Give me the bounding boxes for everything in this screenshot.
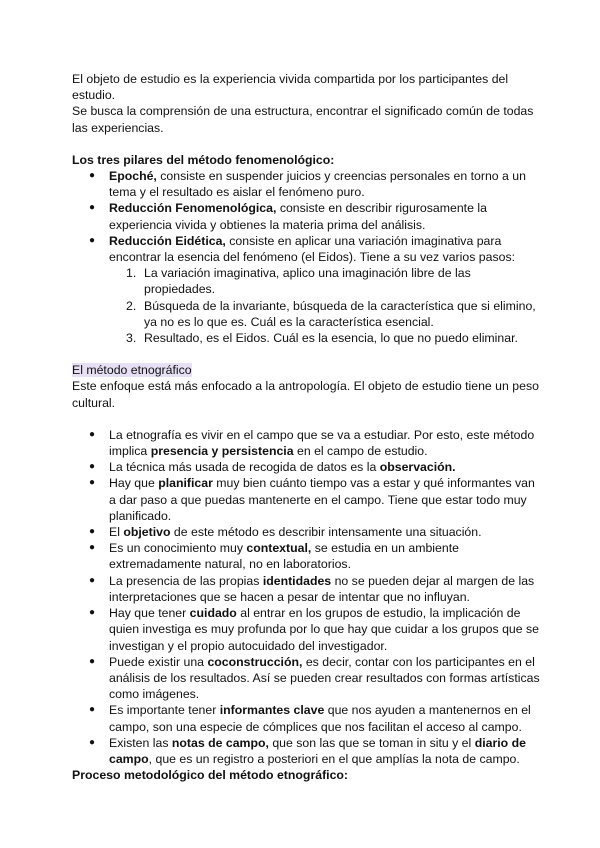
intro-paragraph-1: El objeto de estudio es la experiencia vivida compartida por los participantes del estudio. — [72, 72, 509, 103]
step-number: 2. — [126, 298, 137, 313]
pilares-list — [72, 168, 540, 346]
bullet-text: se estudia en un ambiente extremadamente natural, no en laboratorios. — [109, 541, 459, 572]
bullet-text: El — [109, 525, 124, 540]
etno-list — [72, 427, 540, 767]
pilar-term: Reducción Eidética, — [109, 233, 226, 248]
bullet-bold: informantes clave — [219, 703, 325, 718]
bullet-text: en el campo de estudio. — [293, 444, 428, 459]
list-item — [72, 459, 540, 475]
etno-title-highlight: El método etnográfico — [72, 363, 192, 378]
bullet-bold: diario de campo — [109, 735, 526, 766]
pilar-text: consiste en describir rigurosamente la experiencia vivida y obtienes la materia prima del análisis. — [109, 201, 487, 232]
bullet-text: al entrar en los grupos de estudio, la implicación de quien investiga es muy profunda por lo que hay que cuidar a los grupos que se investigan y el propio autocuidado del investigador. — [109, 606, 539, 653]
bullet-text: que son las que se toman in situ y el — [268, 735, 475, 750]
list-item — [72, 702, 540, 734]
bullet-bold: observación. — [379, 460, 456, 475]
pilar-term: Epoché, — [109, 169, 157, 184]
pilar-text: consiste en suspender juicios y creencias personales en torno a un tema y el resultado es aislar el fenómeno puro. — [109, 169, 526, 200]
list-item — [109, 298, 540, 330]
bullet-bold: contextual, — [246, 541, 312, 556]
step-text: Resultado, es el Eidos. Cuál es la esencia, lo que no puedo eliminar. — [144, 331, 518, 346]
bullet-text: Es importante tener — [109, 703, 220, 718]
list-item — [72, 427, 540, 459]
bullet-text: es decir, contar con los participantes en el análisis de los resultados. Así se pueden crear resultados con formas artísticas como imágenes. — [109, 654, 540, 702]
bullet-text: que nos ayuden a mantenernos en el campo, son una especie de cómplices que nos facilitan el acceso al campo. — [109, 703, 531, 734]
etno-title — [72, 362, 540, 378]
step-number: 3. — [126, 331, 137, 346]
etno-intro: Este enfoque está más enfocado a la antropología. El objeto de estudio tiene un peso cultural. — [72, 379, 539, 410]
bullet-bold: presencia y persistencia — [150, 444, 294, 459]
bullet-text: de este método es describir intensamente una situación. — [170, 525, 482, 540]
list-item — [72, 524, 540, 540]
list-item — [72, 475, 540, 524]
pilares-heading: Los tres pilares del método fenomenológico: — [72, 152, 335, 167]
bullet-bold: cuidado — [189, 606, 237, 621]
bullet-bold: notas de campo, — [171, 735, 269, 750]
bullet-text: muy bien cuánto tiempo vas a estar y qué informantes van a dar paso a que puedas mantenerte en el campo. Tiene que estar todo muy planificado. — [109, 476, 535, 523]
bullet-text: La técnica más usada de recogida de datos es la — [109, 460, 380, 475]
bullet-text: Hay que tener — [109, 606, 190, 621]
pilar-text: consiste en aplicar una variación imaginativa para encontrar la esencia del fenómeno (el Eidos). Tiene a su vez varios pasos: — [109, 233, 516, 265]
pilar-term: Reducción Fenomenológica, — [109, 201, 277, 216]
intro-paragraph-2: Se busca la comprensión de una estructura, encontrar el significado común de todas las experiencias. — [72, 104, 534, 135]
bullet-text: Es un conocimiento muy — [109, 541, 247, 556]
list-item — [72, 200, 540, 232]
step-text: La variación imaginativa, aplico una imaginación libre de las propiedades. — [144, 266, 471, 297]
list-item — [109, 265, 540, 297]
step-text: Búsqueda de la invariante, búsqueda de la característica que si elimino, ya no es lo que es. Cuál es la característica esencial. — [144, 298, 536, 329]
bullet-text: Existen las — [109, 735, 172, 750]
bullet-text: Hay que — [109, 476, 159, 491]
bullet-text: La presencia de las propias — [109, 573, 263, 588]
bullet-text: , que es un registro a posteriori en el que amplías la nota de campo. — [148, 751, 520, 766]
list-item — [72, 233, 540, 346]
proceso-heading: Proceso metodológico del método etnográfico: — [72, 768, 349, 783]
eidetica-steps — [109, 265, 540, 346]
bullet-text: no se pueden dejar al margen de las interpretaciones que se hacen a pesar de intentar que no influyan. — [109, 573, 535, 604]
bullet-text: Puede existir una — [109, 654, 208, 669]
bullet-bold: identidades — [262, 573, 332, 588]
list-item — [72, 654, 540, 703]
list-item — [109, 330, 540, 346]
bullet-text: La etnografía es vivir en el campo que se va a estudiar. Por esto, este método implica — [109, 427, 535, 459]
list-item — [72, 735, 540, 767]
list-item — [72, 168, 540, 200]
bullet-bold: coconstrucción, — [207, 654, 303, 669]
list-item — [72, 605, 540, 654]
list-item — [72, 573, 540, 605]
bullet-bold: objetivo — [123, 525, 171, 540]
list-item — [72, 540, 540, 572]
bullet-bold: planificar — [158, 476, 213, 491]
step-number: 1. — [126, 266, 137, 281]
